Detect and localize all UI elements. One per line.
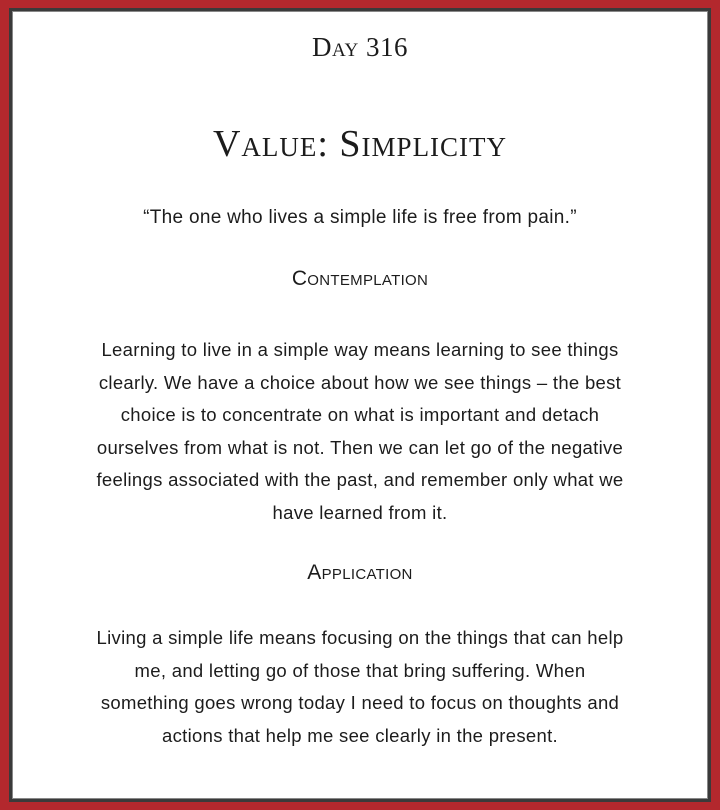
application-line: me, and letting go of those that bring suffering. When [134, 659, 586, 681]
quote-text: “The one who lives a simple life is free from pain.” [143, 207, 577, 228]
application-line: Living a simple life means focusing on the things that can help [96, 627, 624, 648]
contemplation-line: clearly. We have a choice about how we see things – the best [98, 371, 622, 393]
contemplation-line: ourselves from what is not. Then we can let go of the negative [96, 436, 624, 458]
contemplation-line: feelings associated with the past, and remember only what we [96, 469, 624, 490]
contemplation-line: choice is to concentrate on what is important and detach [120, 404, 600, 425]
application-paragraph [43, 622, 677, 752]
application-heading: Application [307, 561, 413, 584]
day-label: Day 316 [312, 32, 408, 62]
contemplation-heading: Contemplation [291, 267, 429, 290]
contemplation-line: have learned from it. [272, 501, 448, 523]
application-line: something goes wrong today I need to focus on thoughts and [100, 692, 620, 713]
application-line: actions that help me see clearly in the present. [162, 724, 558, 746]
page-title: Value: Simplicity [212, 123, 508, 165]
page-card [12, 11, 708, 799]
contemplation-line: Learning to live in a simple way means learning to see things [101, 339, 619, 360]
contemplation-paragraph [43, 334, 677, 529]
